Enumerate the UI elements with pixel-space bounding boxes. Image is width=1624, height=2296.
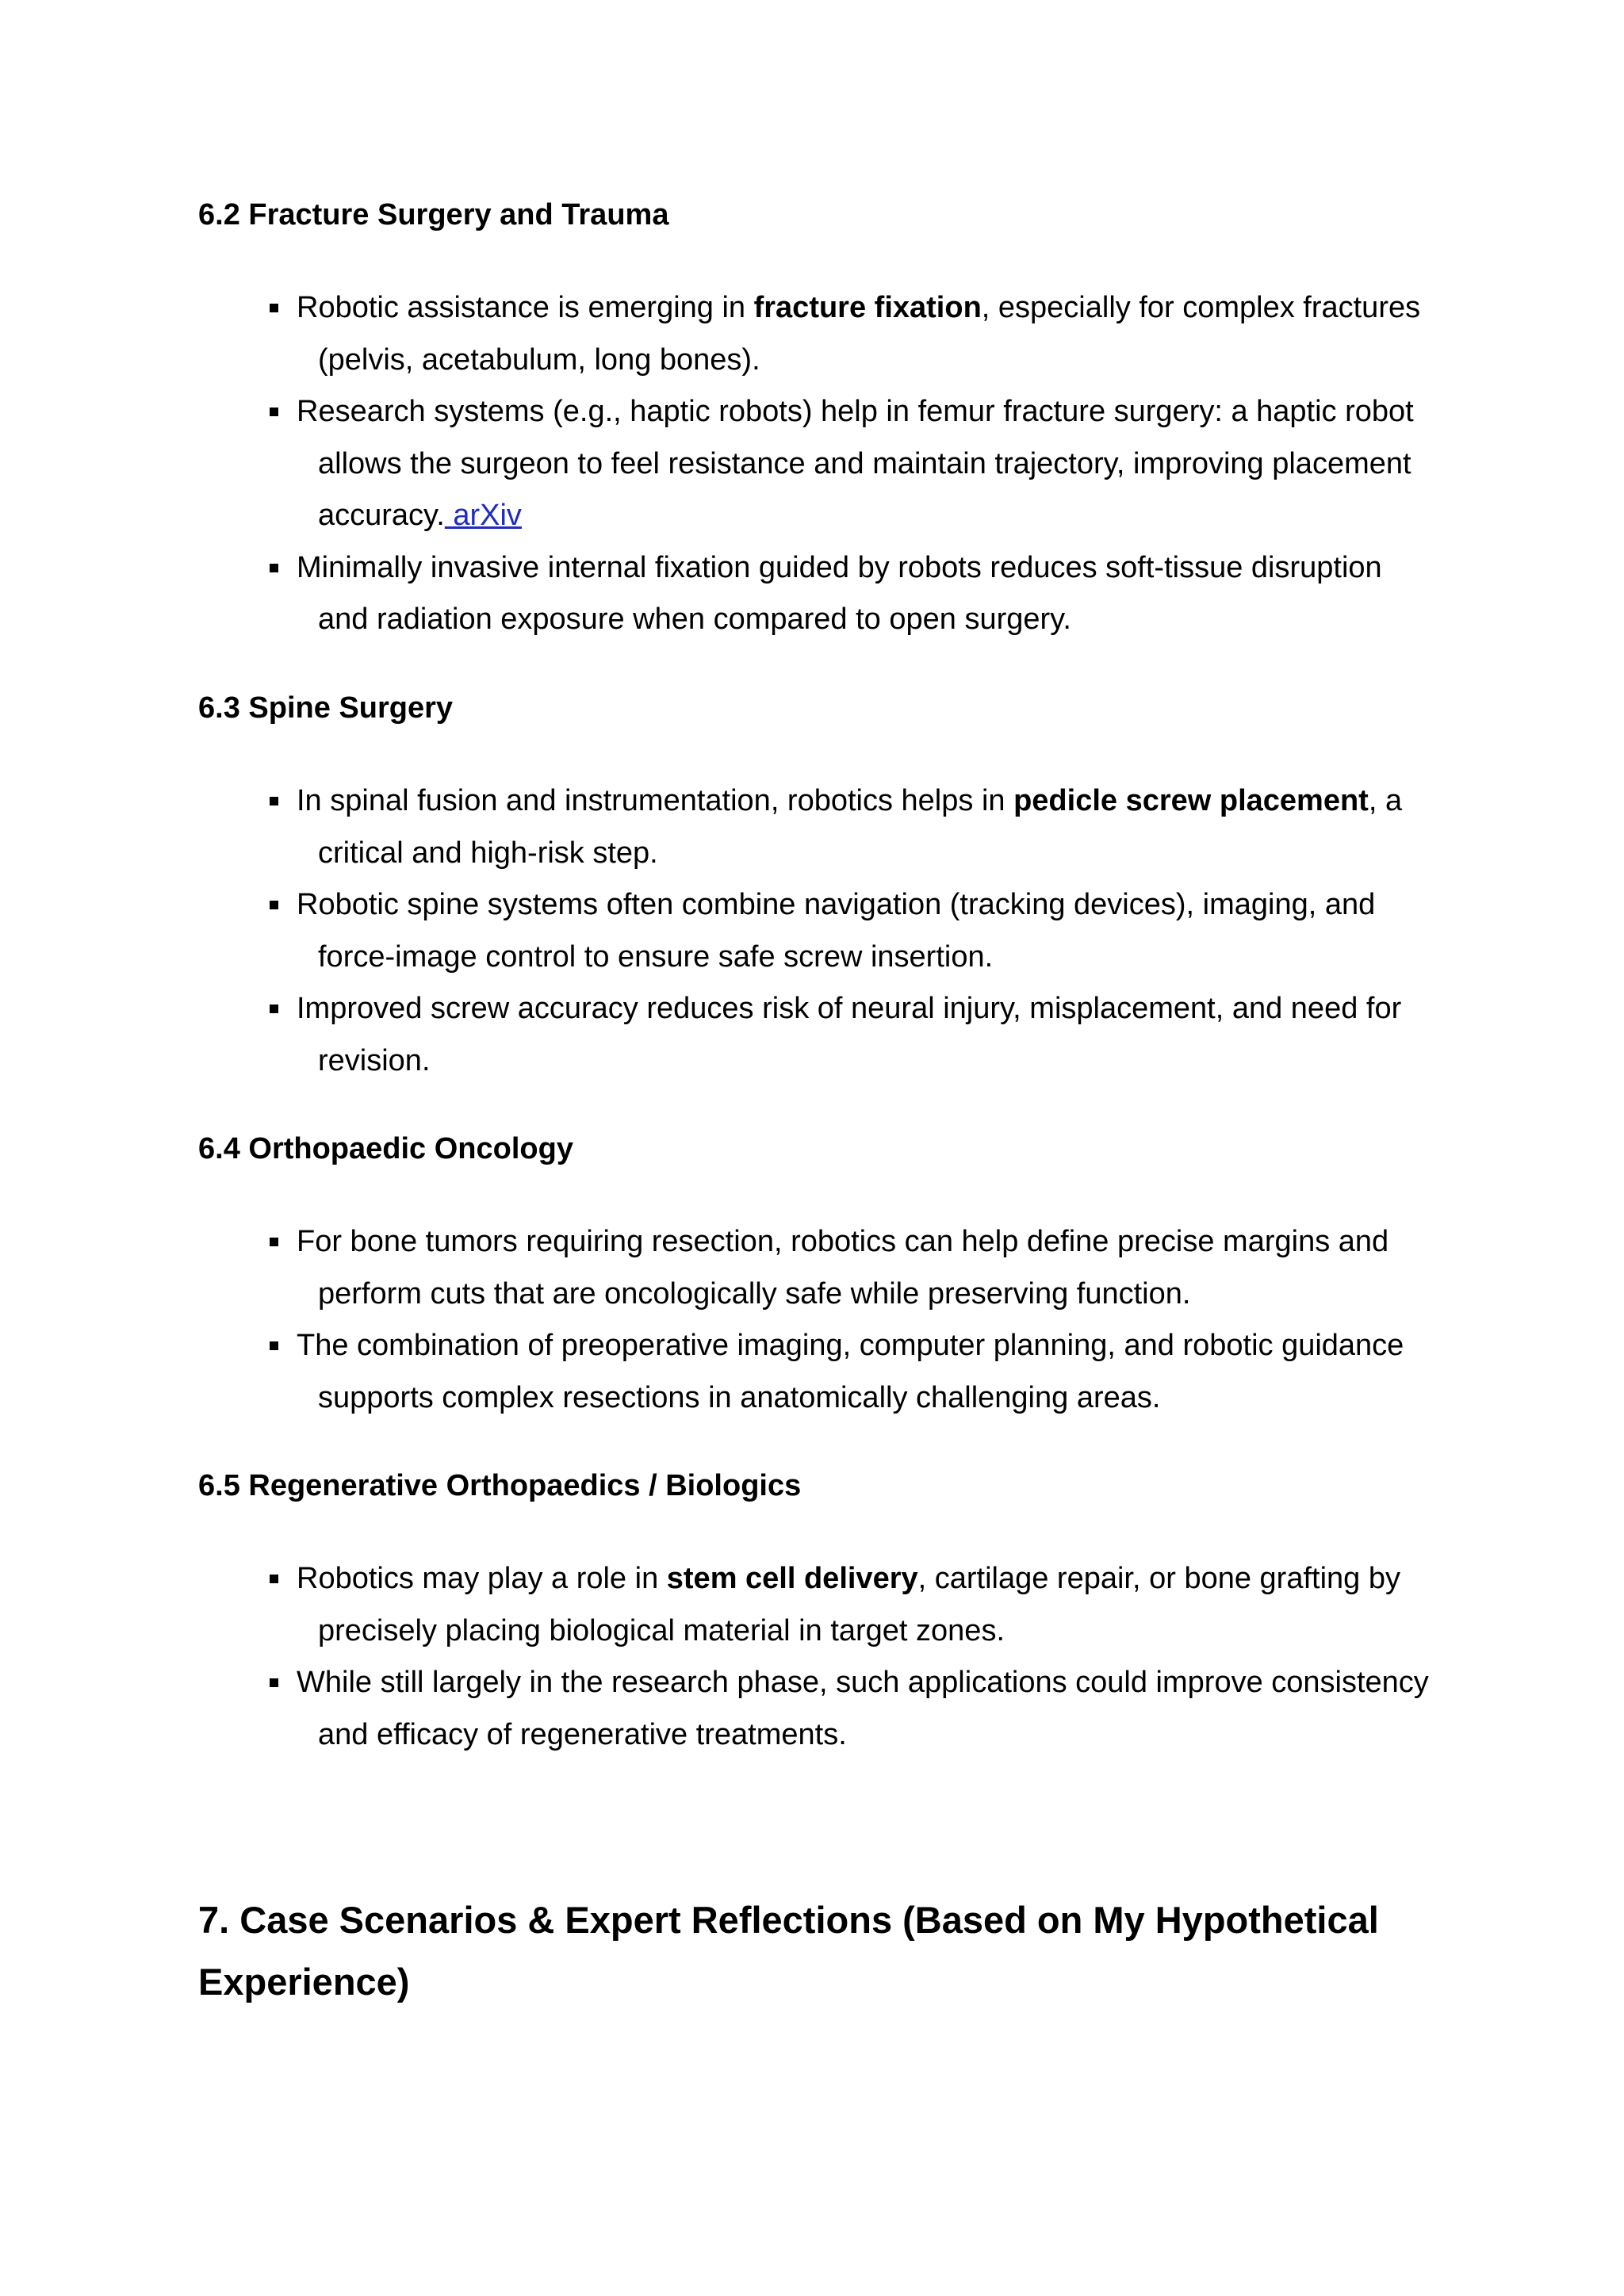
heading-6-5: 6.5 Regenerative Orthopaedics / Biologics: [198, 1469, 802, 1502]
bullet-line: allows the surgeon to feel resistance and maintain trajectory, improving placement: [318, 446, 1411, 480]
bullet-line: Research systems (e.g., haptic robots) help in femur fracture surgery: a haptic robot: [297, 395, 1414, 428]
bullet-line: critical and high-risk step.: [318, 836, 658, 870]
list-item: [297, 386, 1502, 542]
heading-line: 7. Case Scenarios & Expert Reflections (Based on My Hypothetical: [198, 1899, 1379, 1941]
list-item: [297, 775, 1502, 879]
square-bullet-icon: [270, 901, 278, 909]
list-6-2: [0, 282, 1502, 646]
heading-6-3: 6.3 Spine Surgery: [198, 691, 454, 725]
square-bullet-icon: [270, 797, 278, 806]
bullet-line: and radiation exposure when compared to open surgery.: [318, 603, 1071, 636]
bullet-line: While still largely in the research phase, such applications could improve consistency: [297, 1666, 1429, 1699]
square-bullet-icon: [270, 564, 278, 572]
list-6-5: [0, 1553, 1502, 1761]
list-item: [297, 879, 1502, 983]
list-6-4: [0, 1216, 1502, 1424]
bullet-line: In spinal fusion and instrumentation, robotics helps in pedicle screw placement, a: [297, 784, 1403, 817]
square-bullet-icon: [270, 408, 278, 416]
bullet-line: Robotics may play a role in stem cell delivery, cartilage repair, or bone grafting by: [297, 1562, 1400, 1595]
bullet-line: revision.: [318, 1043, 431, 1077]
square-bullet-icon: [270, 1678, 278, 1687]
bullet-line: Minimally invasive internal fixation guided by robots reduces soft-tissue disruption: [297, 550, 1382, 584]
bullet-line: force-image control to ensure safe screw insertion.: [318, 939, 994, 974]
list-item: [297, 1657, 1502, 1761]
bullet-line: accuracy. arXiv: [318, 499, 522, 532]
square-bullet-icon: [270, 1575, 278, 1583]
list-item: [297, 542, 1502, 646]
arxiv-link[interactable]: arXiv: [444, 499, 522, 532]
bullet-line: perform cuts that are oncologically safe while preserving function.: [318, 1276, 1191, 1311]
heading-section-7: [198, 1889, 1379, 2013]
heading-6-4: 6.4 Orthopaedic Oncology: [198, 1132, 573, 1165]
bullet-line: Improved screw accuracy reduces risk of neural injury, misplacement, and need for: [297, 992, 1402, 1025]
list-item: [297, 1216, 1502, 1320]
list-item: [297, 282, 1502, 386]
list-item: [297, 1553, 1502, 1657]
square-bullet-icon: [270, 304, 278, 312]
list-item: [297, 1320, 1502, 1424]
list-item: [297, 983, 1502, 1087]
bullet-line: supports complex resections in anatomically challenging areas.: [318, 1380, 1161, 1414]
square-bullet-icon: [270, 1004, 278, 1013]
bullet-line: precisely placing biological material in target zones.: [318, 1613, 1005, 1647]
bullet-line: The combination of preoperative imaging, computer planning, and robotic guidance: [297, 1329, 1404, 1362]
square-bullet-icon: [270, 1341, 278, 1350]
list-6-3: [0, 775, 1502, 1087]
heading-line: Experience): [198, 1961, 410, 2003]
bullet-line: (pelvis, acetabulum, long bones).: [318, 342, 760, 377]
square-bullet-icon: [270, 1238, 278, 1246]
bullet-line: and efficacy of regenerative treatments.: [318, 1717, 847, 1751]
bullet-line: Robotic spine systems often combine navigation (tracking devices), imaging, and: [297, 888, 1376, 921]
heading-6-2: 6.2 Fracture Surgery and Trauma: [198, 198, 669, 232]
bullet-line: For bone tumors requiring resection, robotics can help define precise margins and: [297, 1225, 1389, 1258]
bullet-line: Robotic assistance is emerging in fracture fixation, especially for complex fractures: [297, 291, 1421, 324]
